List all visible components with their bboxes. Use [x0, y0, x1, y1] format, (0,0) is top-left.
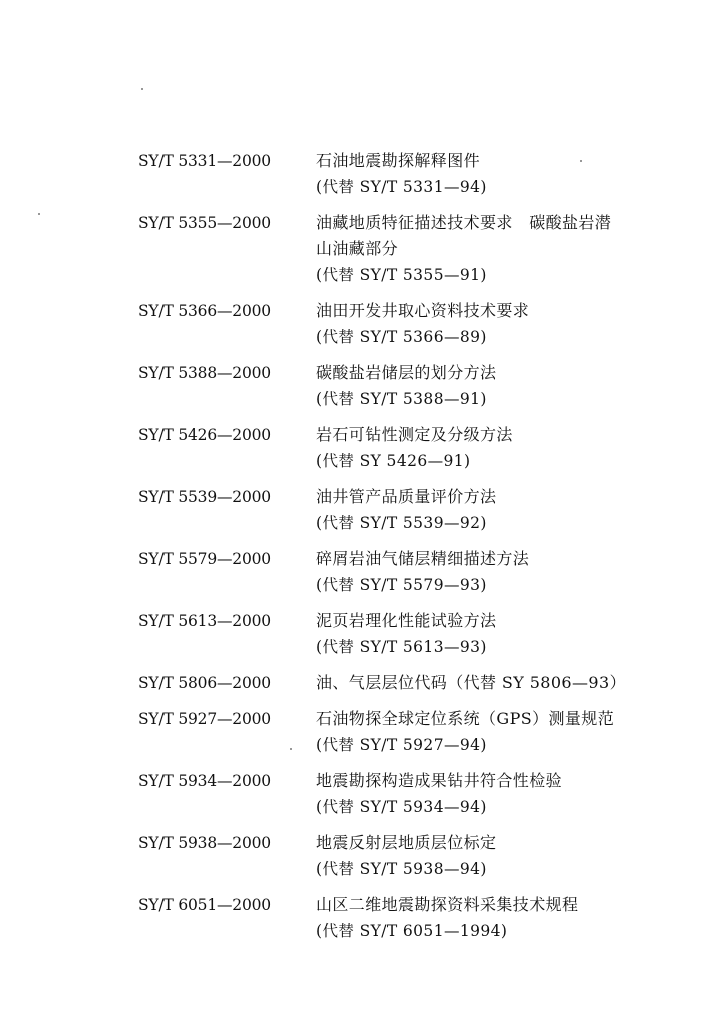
standard-code: SY/T 5426—2000 [138, 426, 271, 444]
replaces-note: (代替 SY/T 5934—94) [316, 798, 487, 816]
standard-description [316, 706, 698, 758]
standard-entry [138, 148, 698, 200]
standard-entry [138, 422, 698, 474]
standard-code: SY/T 5579—2000 [138, 550, 271, 568]
replaces-note: (代替 SY/T 6051—1994) [316, 922, 508, 940]
standard-code: SY/T 5331—2000 [138, 152, 271, 170]
standard-title: 油田开发井取心资料技术要求 [316, 301, 530, 320]
replaces-note: (代替 SY/T 5938—94) [316, 860, 487, 878]
standard-title: 泥页岩理化性能试验方法 [316, 611, 497, 630]
replaces-note: (代替 SY/T 5366—89) [316, 328, 487, 346]
standard-description [316, 484, 698, 536]
standard-entry [138, 830, 698, 882]
standard-description [316, 148, 698, 200]
standard-title: 油藏地质特征描述技术要求 碳酸盐岩潜 [316, 213, 612, 232]
replaces-note: (代替 SY/T 5388—91) [316, 390, 487, 408]
standard-entry [138, 608, 698, 660]
standard-description [316, 892, 698, 944]
standard-code: SY/T 5366—2000 [138, 302, 271, 320]
standard-code: SY/T 5806—2000 [138, 674, 271, 692]
scan-speck [38, 213, 40, 215]
standard-title: 石油物探全球定位系统（GPS）测量规范 [316, 709, 615, 728]
standard-code: SY/T 5613—2000 [138, 612, 271, 630]
standard-code: SY/T 5938—2000 [138, 834, 271, 852]
standard-description [316, 210, 698, 288]
standard-code: SY/T 5934—2000 [138, 772, 271, 790]
standard-description [316, 546, 698, 598]
standard-entry [138, 706, 698, 758]
replaces-note: (代替 SY 5426—91) [316, 452, 471, 470]
standard-title: 碳酸盐岩储层的划分方法 [316, 363, 497, 382]
standard-title: 岩石可钻性测定及分级方法 [316, 425, 513, 444]
standard-entry [138, 210, 698, 288]
standard-description [316, 608, 698, 660]
scan-speck [141, 88, 143, 90]
standards-list [138, 148, 698, 944]
standard-title: 油井管产品质量评价方法 [316, 487, 497, 506]
standard-title: 碎屑岩油气储层精细描述方法 [316, 549, 530, 568]
replaces-note: (代替 SY/T 5613—93) [316, 638, 487, 656]
replaces-note: (代替 SY/T 5331—94) [316, 178, 487, 196]
replaces-note: (代替 SY/T 5355—91) [316, 266, 487, 284]
standard-entry [138, 360, 698, 412]
standard-description [316, 768, 698, 820]
replaces-note: (代替 SY/T 5539—92) [316, 514, 487, 532]
standard-entry [138, 670, 698, 696]
replaces-note: (代替 SY/T 5927—94) [316, 736, 487, 754]
standard-entry [138, 892, 698, 944]
standard-entry [138, 298, 698, 350]
standard-title: 地震反射层地质层位标定 [316, 833, 497, 852]
replaces-note: (代替 SY/T 5579—93) [316, 576, 487, 594]
standard-entry [138, 768, 698, 820]
standard-code: SY/T 5927—2000 [138, 710, 271, 728]
scan-speck [580, 160, 582, 162]
standard-description [316, 422, 698, 474]
standard-description [316, 670, 698, 696]
standard-entry [138, 546, 698, 598]
standard-description [316, 360, 698, 412]
standard-code: SY/T 6051—2000 [138, 896, 271, 914]
standard-code: SY/T 5355—2000 [138, 214, 271, 232]
standard-entry [138, 484, 698, 536]
standard-description [316, 830, 698, 882]
standard-title-continued: 山油藏部分 [316, 239, 399, 258]
scan-speck [290, 748, 292, 750]
standard-title: 地震勘探构造成果钻井符合性检验 [316, 771, 563, 790]
standard-title: 油、气层层位代码（代替 SY 5806—93） [316, 673, 626, 692]
standard-code: SY/T 5539—2000 [138, 488, 271, 506]
standard-description [316, 298, 698, 350]
standard-title: 石油地震勘探解释图件 [316, 151, 481, 170]
standard-title: 山区二维地震勘探资料采集技术规程 [316, 895, 579, 914]
standard-code: SY/T 5388—2000 [138, 364, 271, 382]
